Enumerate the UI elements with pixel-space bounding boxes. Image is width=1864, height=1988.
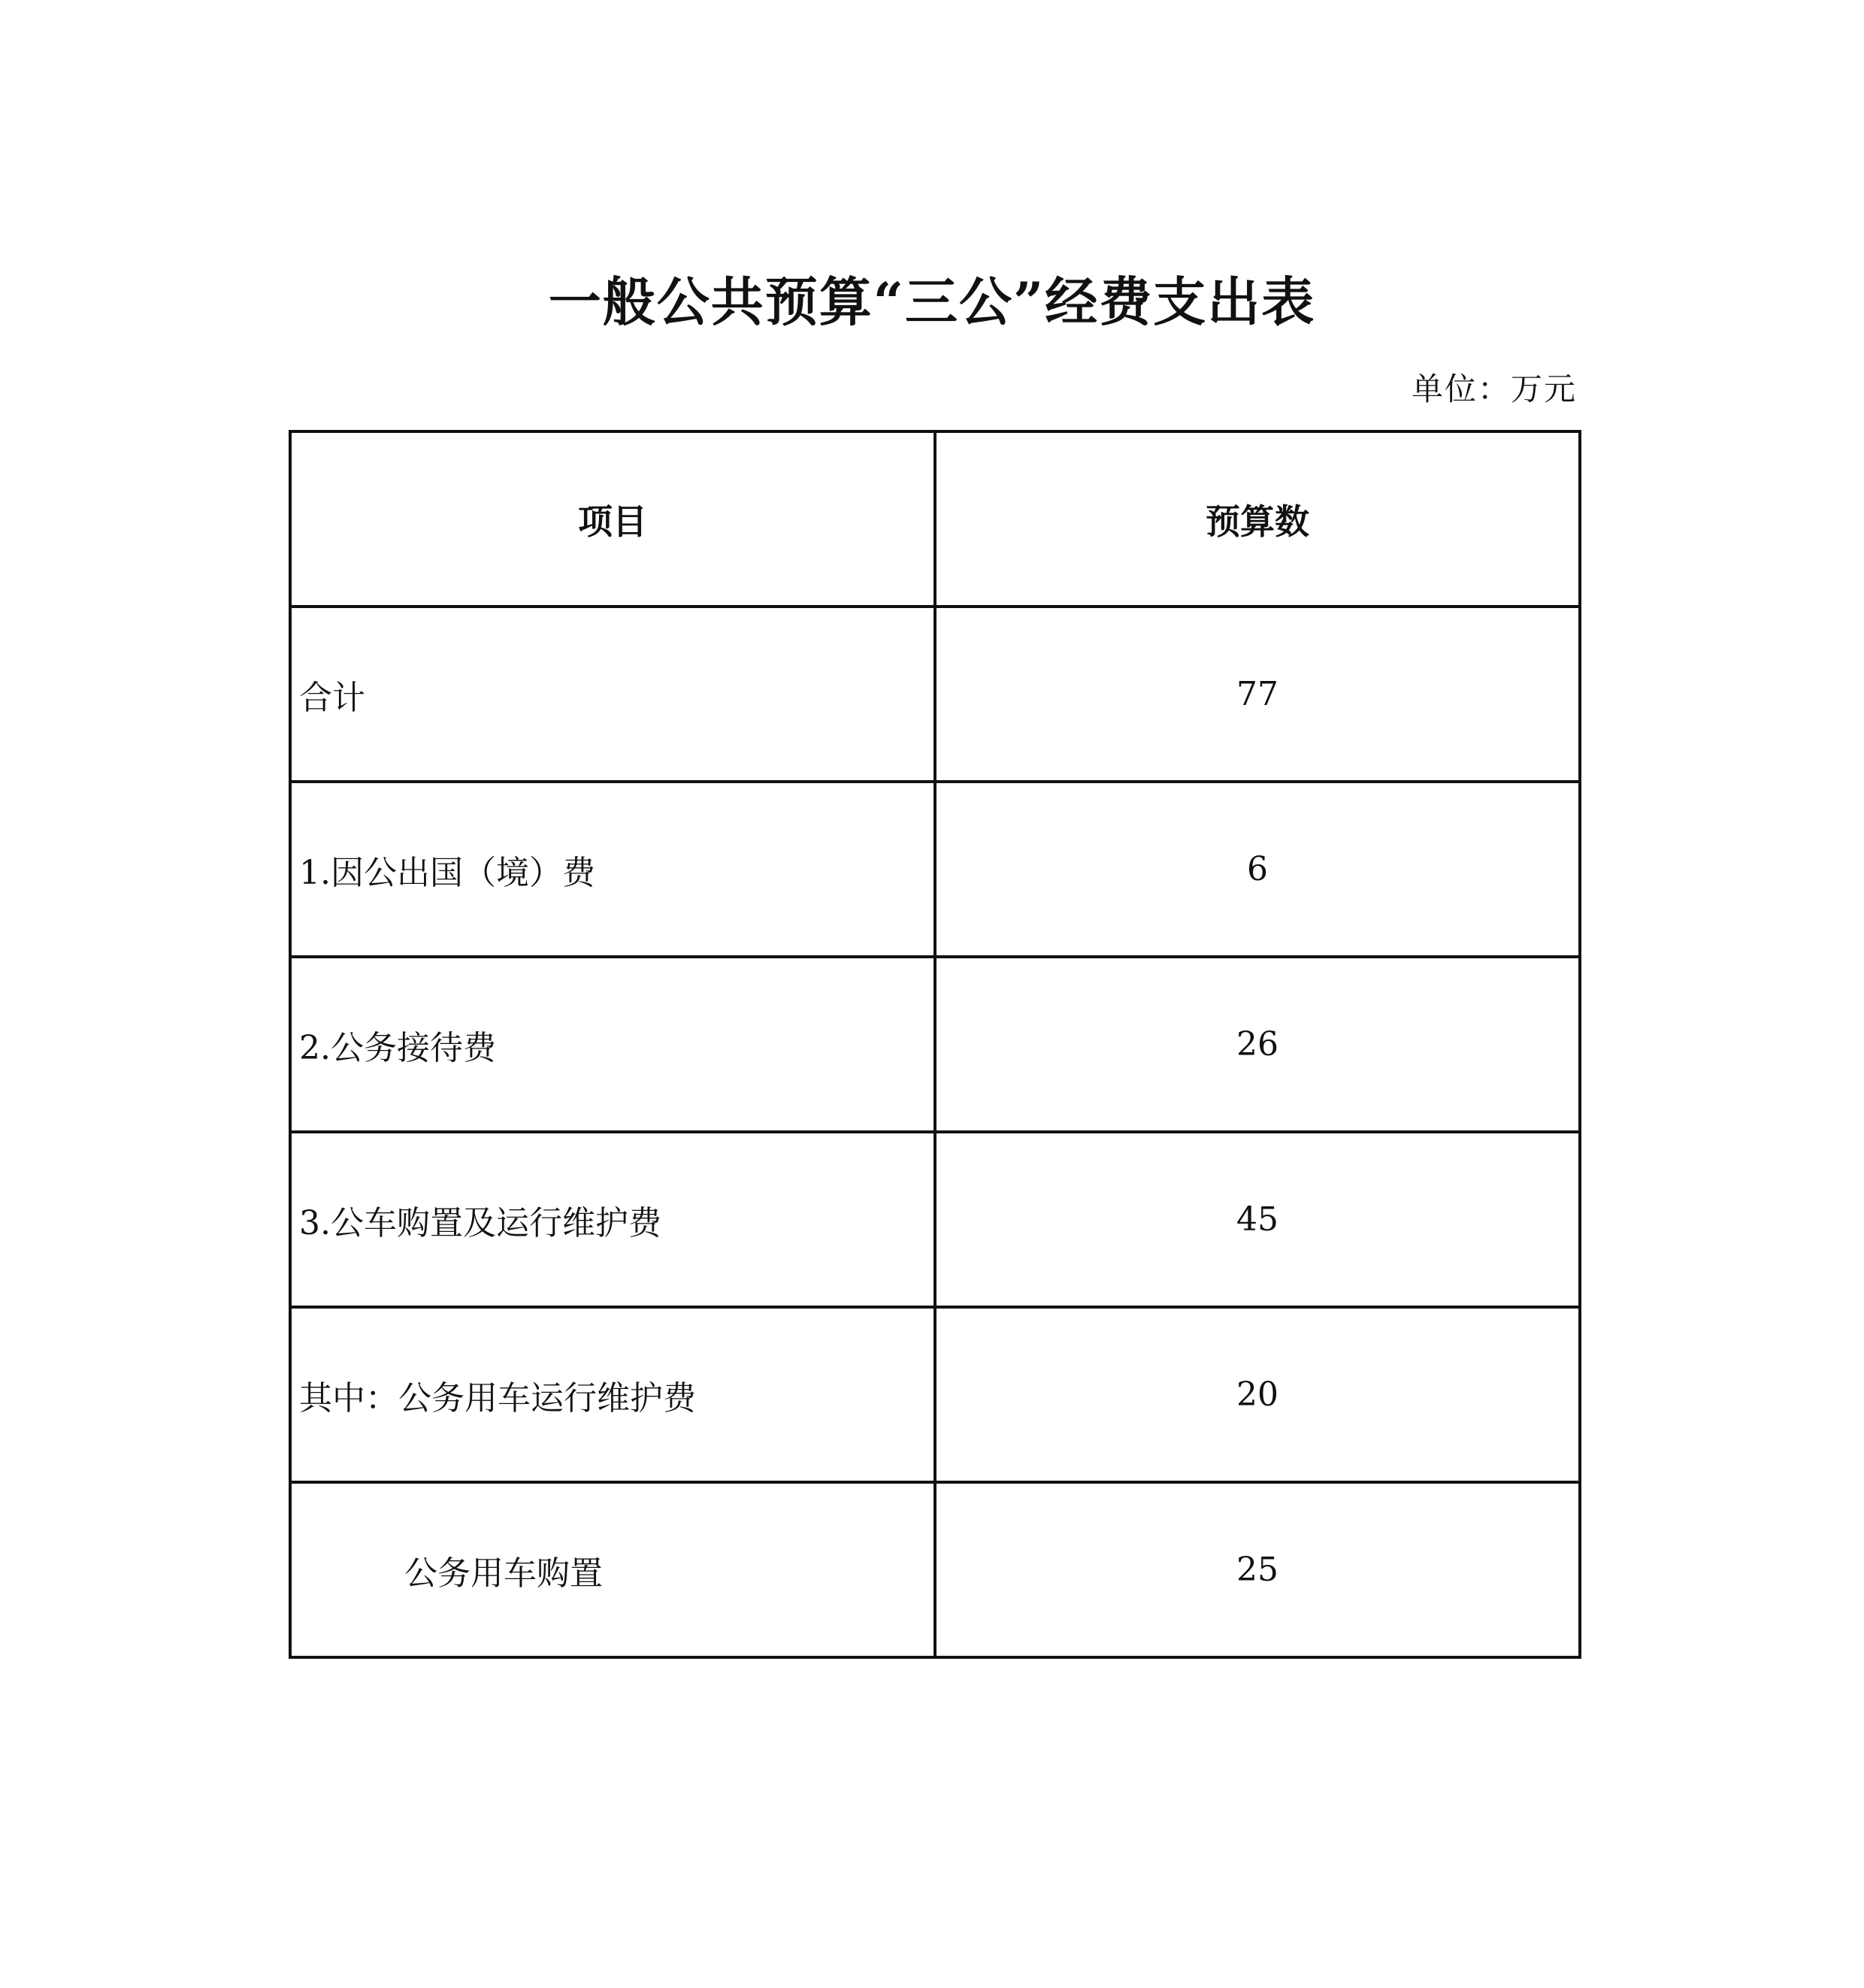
table-row <box>290 782 1580 957</box>
row-value-total: 77 <box>935 607 1580 782</box>
row-item-vehicle: 3.公车购置及运行维护费 <box>290 1132 935 1307</box>
budget-table <box>289 430 1581 1659</box>
row-value-overseas: 6 <box>935 782 1580 957</box>
row-item-reception: 2.公务接待费 <box>290 957 935 1132</box>
row-value-vehicle-purchase: 25 <box>935 1482 1580 1657</box>
table-row <box>290 1482 1580 1657</box>
row-item-total: 合计 <box>290 607 935 782</box>
page-title: 一般公共预算“三公”经费支出表 <box>548 271 1316 333</box>
row-item-vehicle-maintenance: 其中：公务用车运行维护费 <box>290 1307 935 1482</box>
table-header <box>290 431 1580 607</box>
header-item: 项目 <box>290 431 935 607</box>
header-row <box>290 431 1580 607</box>
row-item-overseas: 1.因公出国（境）费 <box>290 782 935 957</box>
table-body <box>290 607 1580 1657</box>
table-row <box>290 957 1580 1132</box>
row-value-reception: 26 <box>935 957 1580 1132</box>
table-row <box>290 1307 1580 1482</box>
table-row <box>290 607 1580 782</box>
row-value-vehicle-maintenance: 20 <box>935 1307 1580 1482</box>
row-value-vehicle: 45 <box>935 1132 1580 1307</box>
header-value: 预算数 <box>935 431 1580 607</box>
unit-label: 单位：万元 <box>1411 371 1577 407</box>
row-item-vehicle-purchase: 公务用车购置 <box>290 1482 935 1657</box>
table-row <box>290 1132 1580 1307</box>
